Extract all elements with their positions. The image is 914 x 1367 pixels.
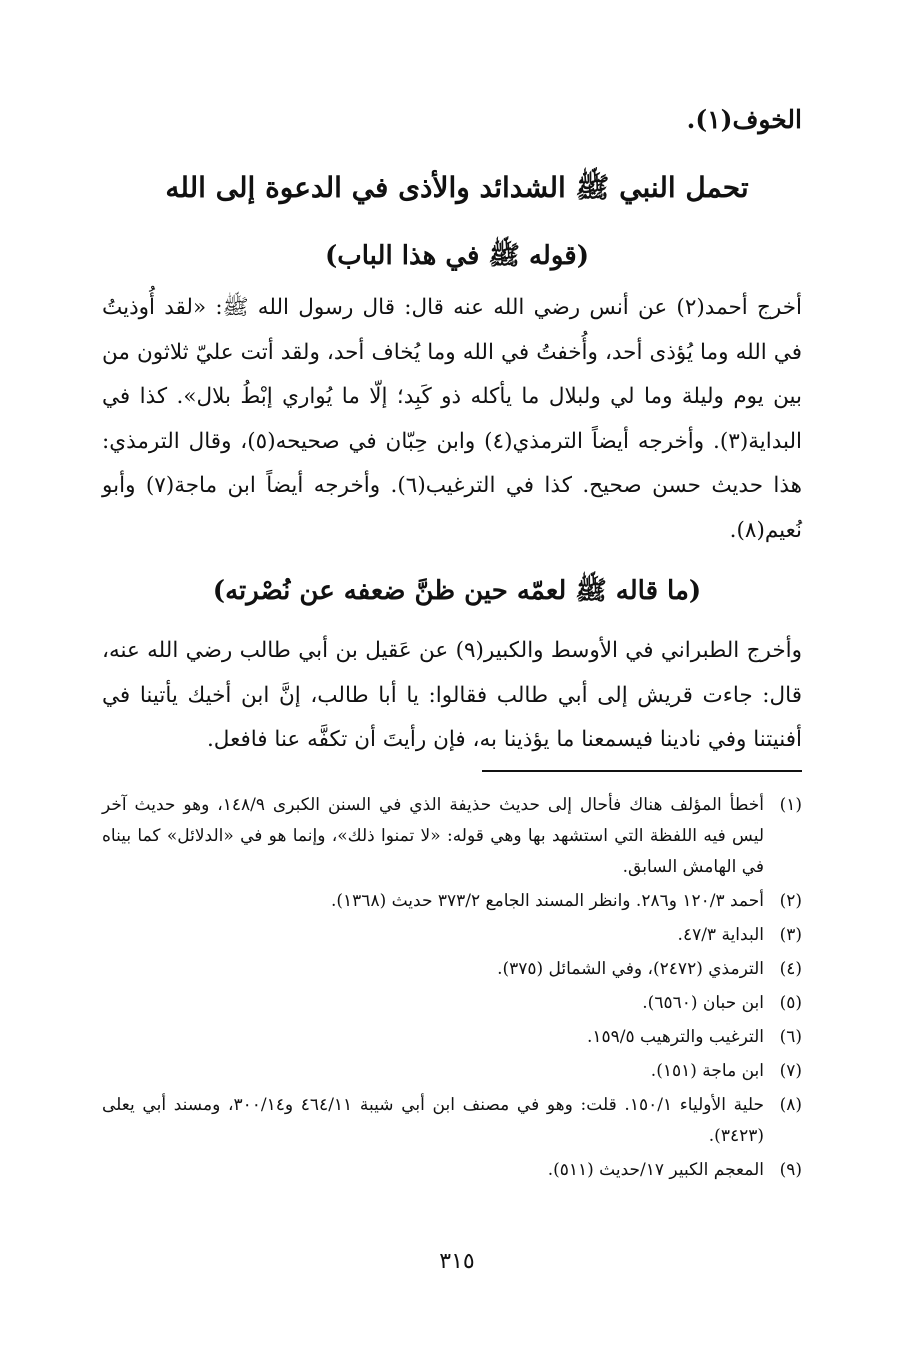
footnotes [102, 790, 802, 1189]
footnote-text: حلية الأولياء ١٥٠/١. قلت: وهو في مصنف ابن أبي شيبة ٤٦٤/١١ و٣٠٠/١٤، ومسند أبي يعلى (٣٤٢٣). [102, 1095, 765, 1146]
footnote-text: الترمذي (٢٤٧٢)، وفي الشمائل (٣٧٥). [497, 959, 764, 979]
footnote-text: الترغيب والترهيب ١٥٩/٥. [586, 1027, 764, 1047]
footnote [102, 954, 802, 985]
footnote-text: أحمد ١٢٠/٣ و٢٨٦. وانظر المسند الجامع ٣٧٣/٢ حديث (١٣٦٨). [331, 891, 764, 911]
section-heading-2: (ما قاله ﷺ لعمّه حين ظنَّ ضعفه عن نُصْرته) [212, 576, 702, 606]
footnote-text: ابن ماجة (١٥١). [650, 1061, 764, 1081]
footnote [102, 886, 802, 917]
footnote [102, 1090, 802, 1152]
chapter-heading: تحمل النبي ﷺ الشدائد والأذى في الدعوة إلى الله [165, 171, 749, 204]
section-paragraph-1: أخرج أحمد(٢) عن أنس رضي الله عنه قال: قال رسول الله ﷺ: «لقد أُوذيتُ في الله وما يُؤذى أحد، وأُخفتُ في الله وما يُخاف أحد، ولقد أتت عليّ ثلاثون من بين يوم وليلة وما لي ولبلال ما يأكله ذو كَبِد؛ إلّا ما يُواري إبْطُ بلال». كذا في البداية(٣). وأخرجه أيضاً الترمذي(٤) وابن حِبّان في صحيحه(٥)، وقال الترمذي: هذا حديث حسن صحيح. كذا في الترغيب(٦). وأخرجه أيضاً ابن ماجة(٧) وأبو نُعيم(٨). [102, 295, 802, 543]
footnote-number: (٨) [779, 1095, 802, 1115]
footnote-number: (٩) [779, 1160, 802, 1180]
footnote [102, 1155, 802, 1186]
page-number: ٣١٥ [439, 1249, 475, 1274]
footnote-number: (٥) [779, 993, 802, 1013]
footnote [102, 1056, 802, 1087]
footnote-divider [482, 770, 802, 772]
footnote-text: أخطأ المؤلف هناك فأحال إلى حديث حذيفة الذي في السنن الكبرى ١٤٨/٩، وهو حديث آخر ليس فيه اللفظة التي استشهد بها وهي قوله: «لا تمنوا ذلك»، وإنما هو في «الدلائل» كما بيناه في الهامش السابق. [102, 795, 765, 877]
footnote-number: (٣) [779, 925, 802, 945]
footnote-text: المعجم الكبير ١٧/حديث (٥١١). [547, 1160, 764, 1180]
footnote-number: (٢) [779, 891, 802, 911]
continuation-line: الخوف(١). [686, 105, 802, 134]
footnote-number: (٧) [779, 1061, 802, 1081]
footnote-number: (٦) [779, 1027, 802, 1047]
footnote-number: (٤) [779, 959, 802, 979]
footnote [102, 790, 802, 883]
footnote [102, 988, 802, 1019]
section-heading-1: (قوله ﷺ في هذا الباب) [324, 241, 589, 271]
footnote-text: ابن حبان (٦٥٦٠). [642, 993, 764, 1013]
footnote-number: (١) [779, 795, 802, 815]
footnote-text: البداية ٤٧/٣. [677, 925, 764, 945]
section-paragraph-2: وأخرج الطبراني في الأوسط والكبير(٩) عن عَقيل بن أبي طالب رضي الله عنه، قال: جاءت قريش إلى أبي طالب فقالوا: يا أبا طالب، إنَّ ابن أخيك يأتينا في أفنيتنا وفي نادينا فيسمعنا ما يؤذينا به، فإن رأيتَ أن تكفَّه عنا فافعل. [102, 638, 802, 752]
footnote [102, 920, 802, 951]
footnote [102, 1022, 802, 1053]
